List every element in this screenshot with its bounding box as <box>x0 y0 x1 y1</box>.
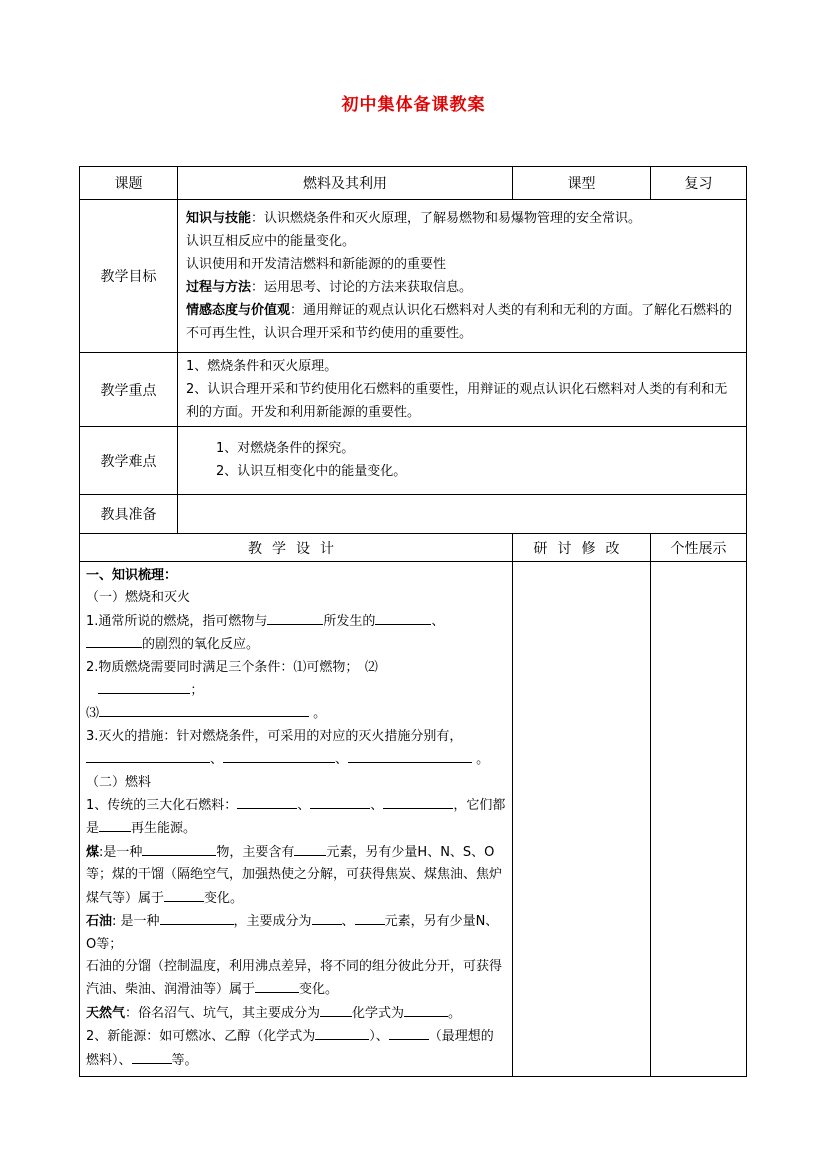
oil-distillation: 石油的分馏（控制温度，利用沸点差异，将不同的组分彼此分开，可获得汽油、柴油、润滑油等）属于 变化。 <box>86 958 503 998</box>
objectives-label: 教学目标 <box>80 200 178 353</box>
design-header: 教学设计 <box>80 534 513 562</box>
topic-label: 课题 <box>80 167 178 200</box>
knowledge-heading: 知识与技能 <box>186 211 252 226</box>
emotion-heading: 情感态度与价值观 <box>186 303 291 318</box>
coal-paragraph: 煤:是一种 物，主要含有 元素，另有少量H、N、S、O等；煤的干馏（隔绝空气，加强热使之分解，可获得焦炭、煤焦油、焦炉煤气等）属于 变化。 <box>86 841 506 910</box>
difficulties-content <box>178 427 747 495</box>
gas-paragraph: 天然气：俗名沼气、坑气，其主要成分为 化学式为 。 <box>86 1002 506 1025</box>
key-point-2: 2、认识合理开采和节约使用化石燃料的重要性，用辩证的观点认识化石燃料对人类的有利和无利的方面。开发和利用新能源的重要性。 <box>186 382 728 420</box>
difficulty-2: 2、认识互相变化中的能量变化。 <box>216 464 407 479</box>
new-energy-paragraph: 2、新能源：如可燃冰、乙醇（化学式为 ）、 （最理想的燃料）、 等。 <box>86 1025 506 1072</box>
subsection-fuels: （二）燃料 <box>86 774 152 790</box>
tools-value <box>178 495 747 534</box>
personal-header: 个性展示 <box>651 534 747 562</box>
oil-paragraph: 石油: 是一种 ，主要成分为 、 元素，另有少量N、O等； <box>86 910 506 956</box>
question-3: 3.灭火的措施：针对燃烧条件，可采用的对应的灭火措施分别有， 、 、 。 <box>86 728 490 768</box>
process-text: ：运用思考、讨论的方法来获取信息。 <box>251 280 473 295</box>
topic-value: 燃料及其利用 <box>178 167 513 200</box>
type-label: 课型 <box>513 167 651 200</box>
revise-header: 研讨修改 <box>513 534 651 562</box>
emotion-text: ：通用辩证的观点认识化石燃料对人类的有利和无利的方面。了解化石燃料的不可再生性，认识合理开采和节约使用的重要性。 <box>186 303 733 341</box>
subsection-combustion: （一）燃烧和灭火 <box>86 590 191 606</box>
lesson-plan-table <box>79 166 747 1077</box>
key-points-label: 教学重点 <box>80 353 178 427</box>
key-points-content <box>178 353 747 427</box>
objective-line-3: 认识使用和开发清洁燃料和新能源的的重要性 <box>186 257 447 272</box>
difficulty-1: 1、对燃烧条件的探究。 <box>216 441 355 456</box>
type-value: 复习 <box>651 167 747 200</box>
difficulties-label: 教学难点 <box>80 427 178 495</box>
tools-label: 教具准备 <box>80 495 178 534</box>
objective-line-2: 认识互相反应中的能量变化。 <box>186 234 356 249</box>
personal-column <box>651 562 747 1077</box>
document-title: 初中集体备课教案 <box>341 95 486 115</box>
design-content <box>80 562 513 1077</box>
revise-column <box>513 562 651 1077</box>
question-1: 1.通常所说的燃烧，指可燃物与 所发生的 、 的剧烈的氧化反应。 <box>86 610 506 657</box>
knowledge-text: ：认识燃烧条件和灭火原理，了解易燃物和易爆物管理的安全常识。 <box>251 211 642 226</box>
fuels-item-1: 1、传统的三大化石燃料： 、 、 ，它们都是 再生能源。 <box>86 794 506 841</box>
section-knowledge: 一、知识梳理： <box>86 568 178 583</box>
key-point-1: 1、燃烧条件和灭火原理。 <box>186 359 338 374</box>
objectives-content <box>178 200 747 353</box>
question-2: 2.物质燃烧需要同时满足三个条件：⑴可燃物； ⑵ ； ⑶ 。 <box>86 659 378 722</box>
process-heading: 过程与方法 <box>186 280 252 295</box>
